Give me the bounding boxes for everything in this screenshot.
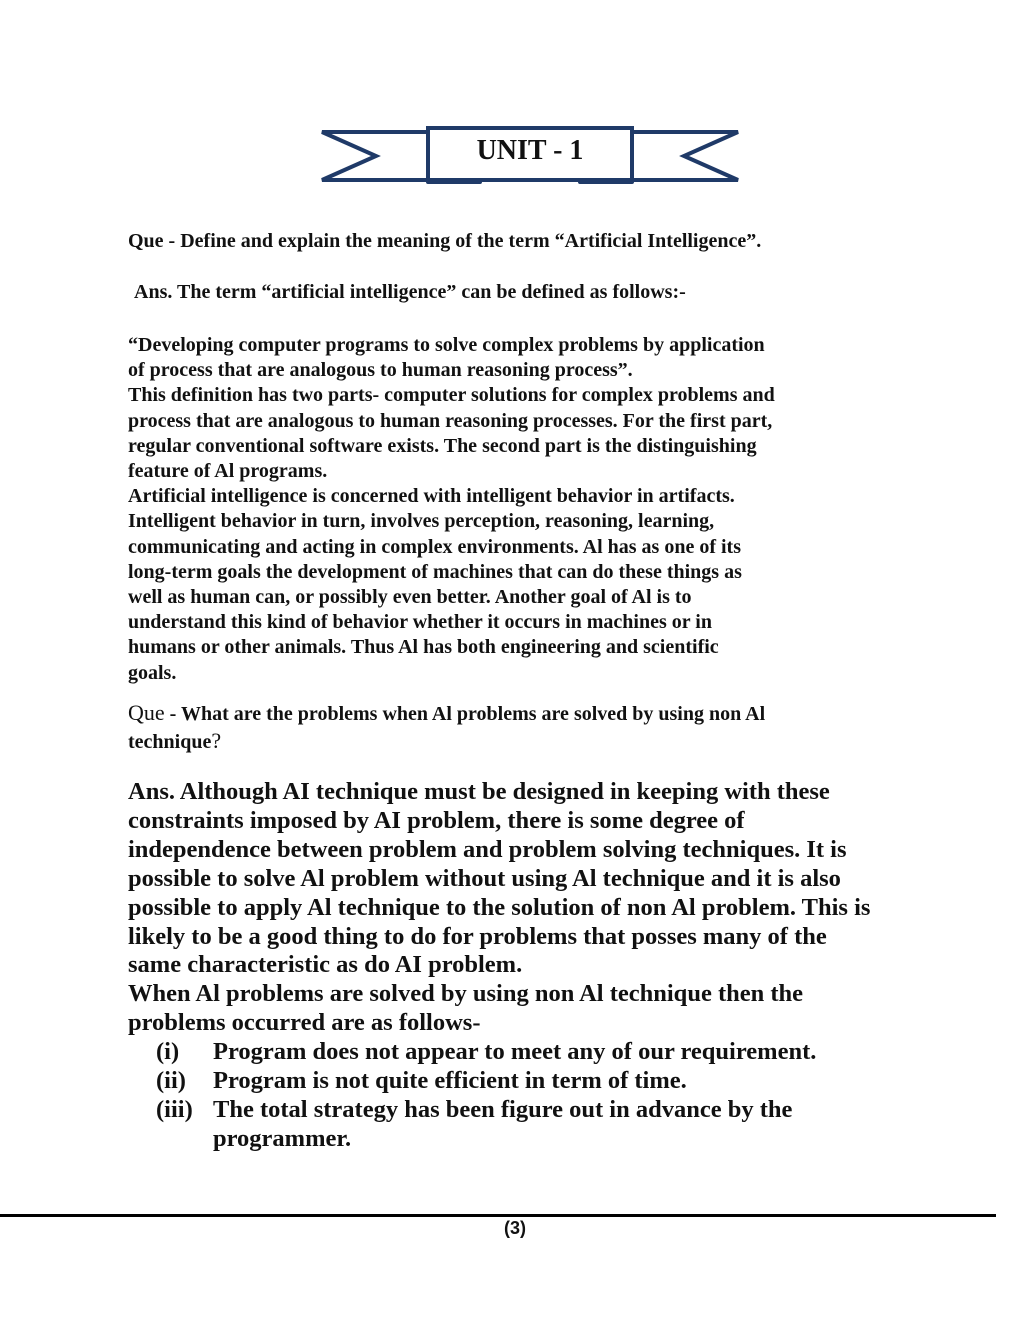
question-2 bbox=[128, 700, 908, 755]
text-line: understand this kind of behavior whether it occurs in machines or in bbox=[128, 611, 712, 634]
list-item bbox=[156, 1067, 816, 1096]
question-2-dash: - bbox=[164, 703, 181, 725]
text-line: Artificial intelligence is concerned with intelligent behavior in artifacts. bbox=[128, 485, 735, 508]
text-line: problems occurred are as follows- bbox=[128, 1009, 481, 1037]
text-line: feature of Al programs. bbox=[128, 460, 328, 483]
answer-1-body bbox=[128, 333, 888, 686]
text-line: possible to solve Al problem without using Al technique and it is also bbox=[128, 864, 841, 892]
footer-divider bbox=[0, 1214, 996, 1217]
text-line: This definition has two parts- computer solutions for complex problems and bbox=[128, 384, 775, 407]
text-line: long-term goals the development of machines that can do these things as bbox=[128, 560, 742, 583]
text-line: likely to be a good thing to do for problems that posses many of the bbox=[128, 922, 827, 950]
problems-list bbox=[156, 1038, 816, 1154]
list-item-text-wrap bbox=[213, 1096, 792, 1154]
text-line: constraints imposed by AI problem, there is some degree of bbox=[128, 806, 745, 834]
text-line: independence between problem and problem solving techniques. It is bbox=[128, 835, 847, 863]
list-item-text: Program is not quite efficient in term of time. bbox=[213, 1066, 687, 1094]
unit-title: UNIT - 1 bbox=[476, 135, 584, 166]
text-line: When Al problems are solved by using non Al technique then the bbox=[128, 980, 804, 1008]
list-item-number: (ii) bbox=[156, 1066, 186, 1094]
list-item bbox=[156, 1038, 816, 1067]
list-item-text: The total strategy has been figure out in advance by the bbox=[213, 1095, 793, 1123]
text-line: possible to apply Al technique to the solution of non Al problem. This is bbox=[128, 893, 871, 921]
list-item bbox=[156, 1096, 816, 1154]
text-line: communicating and acting in complex environments. Al has as one of its bbox=[128, 535, 741, 558]
question-2-prefix: Que bbox=[128, 700, 165, 725]
list-item-text: Program does not appear to meet any of our requirement. bbox=[213, 1038, 817, 1065]
question-2-text: What are the problems when Al problems are solved by using non Al bbox=[180, 703, 766, 725]
list-item-number: (i) bbox=[156, 1038, 180, 1065]
list-item-text-cont: programmer. bbox=[213, 1124, 352, 1152]
text-line: “Developing computer programs to solve complex problems by application bbox=[128, 334, 765, 356]
text-line: Ans. Although AI technique must be designed in keeping with these bbox=[128, 778, 830, 805]
answer-1-lead: Ans. The term “artificial intelligence” can be defined as follows:- bbox=[134, 281, 686, 303]
answer-2-body bbox=[128, 778, 908, 1038]
text-line: same characteristic as do AI problem. bbox=[128, 951, 523, 979]
page-number: (3) bbox=[504, 1218, 526, 1238]
text-line: humans or other animals. Thus Al has both engineering and scientific bbox=[128, 636, 719, 659]
question-2-text-cont: technique bbox=[128, 730, 212, 753]
text-line: process that are analogous to human reasoning processes. For the first part, bbox=[128, 409, 773, 432]
text-line: of process that are analogous to human reasoning process”. bbox=[128, 359, 633, 382]
question-2-suffix: ? bbox=[211, 727, 222, 753]
text-line: goals. bbox=[128, 661, 177, 684]
list-item-number: (iii) bbox=[156, 1095, 193, 1123]
question-1: Que - Define and explain the meaning of the term “Artificial Intelligence”. bbox=[128, 230, 762, 252]
text-line: regular conventional software exists. The second part is the distinguishing bbox=[128, 434, 757, 457]
text-line: well as human can, or possibly even better. Another goal of Al is to bbox=[128, 586, 692, 609]
text-line: Intelligent behavior in turn, involves perception, reasoning, learning, bbox=[128, 510, 715, 533]
